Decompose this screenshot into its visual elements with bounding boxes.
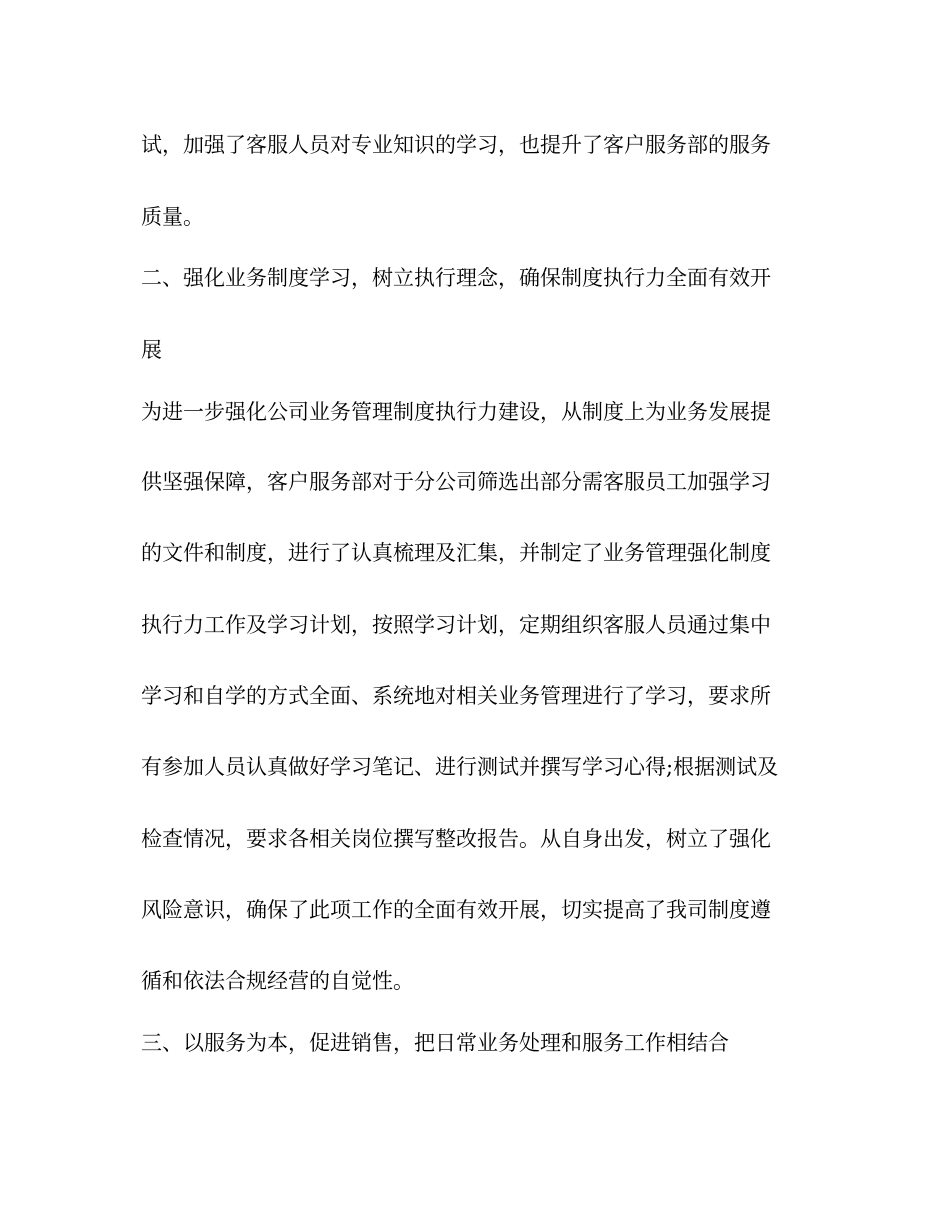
paragraph-1-line-1: 试，加强了客服人员对专业知识的学习，也提升了客户服务部的服务 <box>141 133 771 157</box>
paragraph-2-line-4: 执行力工作及学习计划，按照学习计划，定期组织客服人员通过集中 <box>141 613 771 637</box>
section-heading-2-line-2: 展 <box>141 338 162 362</box>
paragraph-2-line-1: 为进一步强化公司业务管理制度执行力建设，从制度上为业务发展提 <box>141 400 771 424</box>
section-heading-2-line-1: 二、强化业务制度学习，树立执行理念，确保制度执行力全面有效开 <box>141 266 771 290</box>
paragraph-1-line-2: 质量。 <box>141 205 204 229</box>
paragraph-2-line-6: 有参加人员认真做好学习笔记、进行测试并撰写学习心得;根据测试及 <box>141 755 779 779</box>
paragraph-2-line-2: 供坚强保障，客户服务部对于分公司筛选出部分需客服员工加强学习 <box>141 470 771 494</box>
section-heading-3: 三、以服务为本，促进销售，把日常业务处理和服务工作相结合 <box>141 1031 729 1055</box>
paragraph-2-line-9: 循和依法合规经营的自觉性。 <box>141 969 414 993</box>
paragraph-2-line-5: 学习和自学的方式全面、系统地对相关业务管理进行了学习，要求所 <box>141 684 771 708</box>
paragraph-2-line-3: 的文件和制度，进行了认真梳理及汇集，并制定了业务管理强化制度 <box>141 541 771 565</box>
paragraph-2-line-7: 检查情况，要求各相关岗位撰写整改报告。从自身出发，树立了强化 <box>141 827 771 851</box>
paragraph-2-line-8: 风险意识，确保了此项工作的全面有效开展，切实提高了我司制度遵 <box>141 898 771 922</box>
